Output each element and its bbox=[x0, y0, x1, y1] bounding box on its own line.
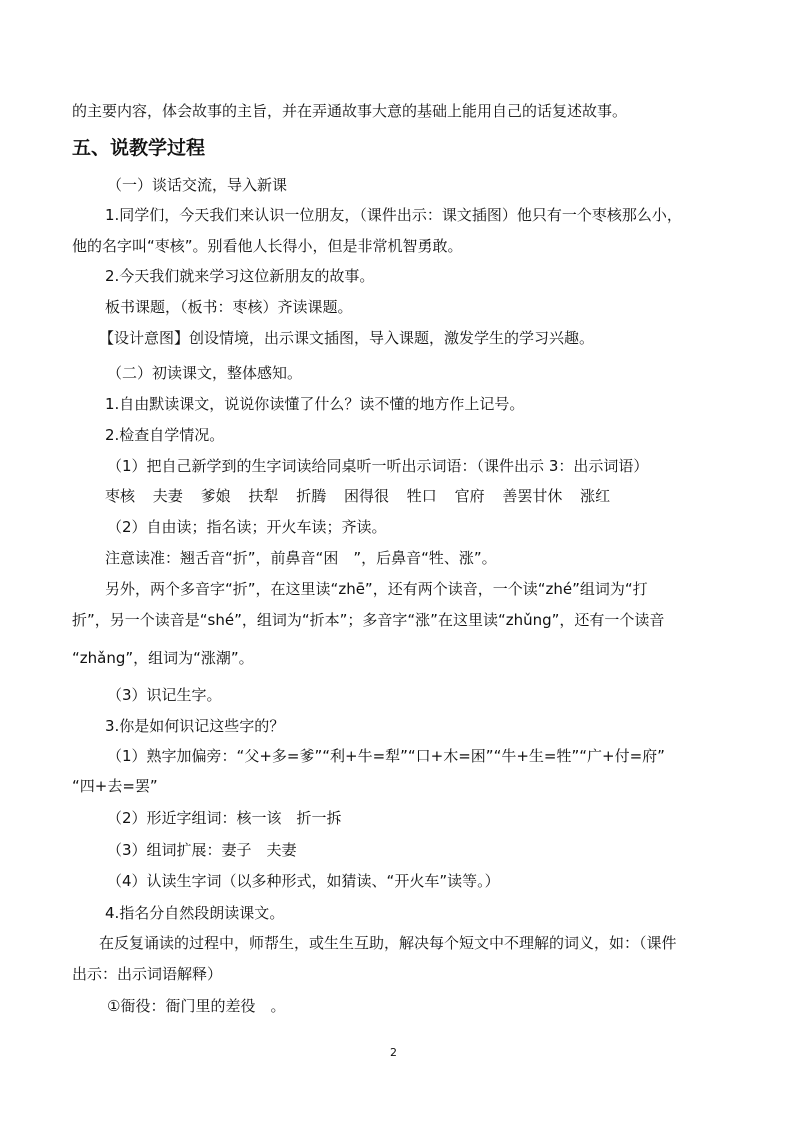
text-line: 的主要内容，体会故事的主旨，并在弄通故事大意的基础上能用自己的话复述故事。 bbox=[72, 102, 628, 120]
text-line: （3）组词扩展：妻子 夫妻 bbox=[107, 841, 297, 859]
text-line: 4.指名分自然段朗读课文。 bbox=[105, 904, 285, 922]
vocab-item: 夫妻 bbox=[152, 487, 183, 505]
vocab-item: 牲口 bbox=[406, 487, 437, 505]
text-line: 出示：出示词语解释） bbox=[72, 965, 223, 983]
text-line: ①衙役：衙门里的差役 。 bbox=[107, 997, 286, 1015]
text-line: （一）谈话交流，导入新课 bbox=[107, 176, 288, 194]
vocab-item: 爹娘 bbox=[200, 487, 231, 505]
text-line: 2.今天我们就来学习这位新朋友的故事。 bbox=[105, 267, 375, 285]
vocab-item: 官府 bbox=[454, 487, 485, 505]
vocab-item: 涨红 bbox=[580, 487, 611, 505]
vocab-item: 枣核 bbox=[105, 487, 136, 505]
text-line: 3.你是如何识记这些字的？ bbox=[105, 717, 285, 735]
text-line: 1.自由默读课文，说说你读懂了什么？读不懂的地方作上记号。 bbox=[105, 395, 525, 413]
vocab-list bbox=[105, 486, 623, 506]
text-line: 2.检查自学情况。 bbox=[105, 426, 225, 444]
text-line: （2）自由读；指名读；开火车读；齐读。 bbox=[107, 518, 387, 536]
text-line: （3）识记生字。 bbox=[107, 686, 222, 704]
text-line: （二）初读课文，整体感知。 bbox=[107, 364, 303, 382]
text-line: （1）熟字加偏旁：“父+多=爹”“利+牛=犁”“口+木=困”“牛+生=牲”“广+付=府” bbox=[107, 747, 665, 765]
text-line: 在反复诵读的过程中，师帮生，或生生互助，解决每个短文中不理解的词义，如：（课件 bbox=[99, 934, 677, 952]
vocab-item: 折腾 bbox=[296, 487, 327, 505]
text-line: 另外，两个多音字“折”，在这里读“zhē”，还有两个读音，一个读“zhé”组词为“打 bbox=[105, 580, 648, 598]
design-intent-line: 【设计意图】创设情境，出示课文插图，导入课题，激发学生的学习兴趣。 bbox=[99, 329, 595, 347]
vocab-item: 善罢甘休 bbox=[502, 487, 563, 505]
text-line: （1）把自己新学到的生字词读给同桌听一听出示词语：（课件出示 3：出示词语） bbox=[107, 457, 649, 475]
text-line: （2）形近字组词：核一该 折一拆 bbox=[107, 809, 342, 827]
text-line: 折”，另一个读音是“shé”，组词为“折本”；多音字“涨”在这里读“zhǔng”，还有一个读音 bbox=[72, 611, 665, 629]
text-line: 板书课题，（板书：枣核）齐读课题。 bbox=[105, 298, 353, 316]
vocab-item: 困得很 bbox=[343, 487, 389, 505]
text-line: 1.同学们，今天我们来认识一位朋友，（课件出示：课文插图）他只有一个枣核那么小， bbox=[105, 206, 682, 224]
text-line: “zhǎng”，组词为“涨潮”。 bbox=[72, 649, 254, 667]
section-heading: 五、说教学过程 bbox=[72, 137, 206, 159]
page-number: 2 bbox=[390, 1046, 397, 1059]
text-line: 注意读准：翘舌音“折”，前鼻音“困 ”，后鼻音“牲、涨”。 bbox=[105, 549, 497, 567]
vocab-item: 扶犁 bbox=[248, 487, 279, 505]
text-line: “四+去=罢” bbox=[72, 777, 158, 795]
text-line: （4）认读生字词（以多种形式，如猜读、“开火车”读等。） bbox=[107, 872, 500, 890]
text-line: 他的名字叫“枣核”。别看他人长得小，但是非常机智勇敢。 bbox=[72, 237, 463, 255]
